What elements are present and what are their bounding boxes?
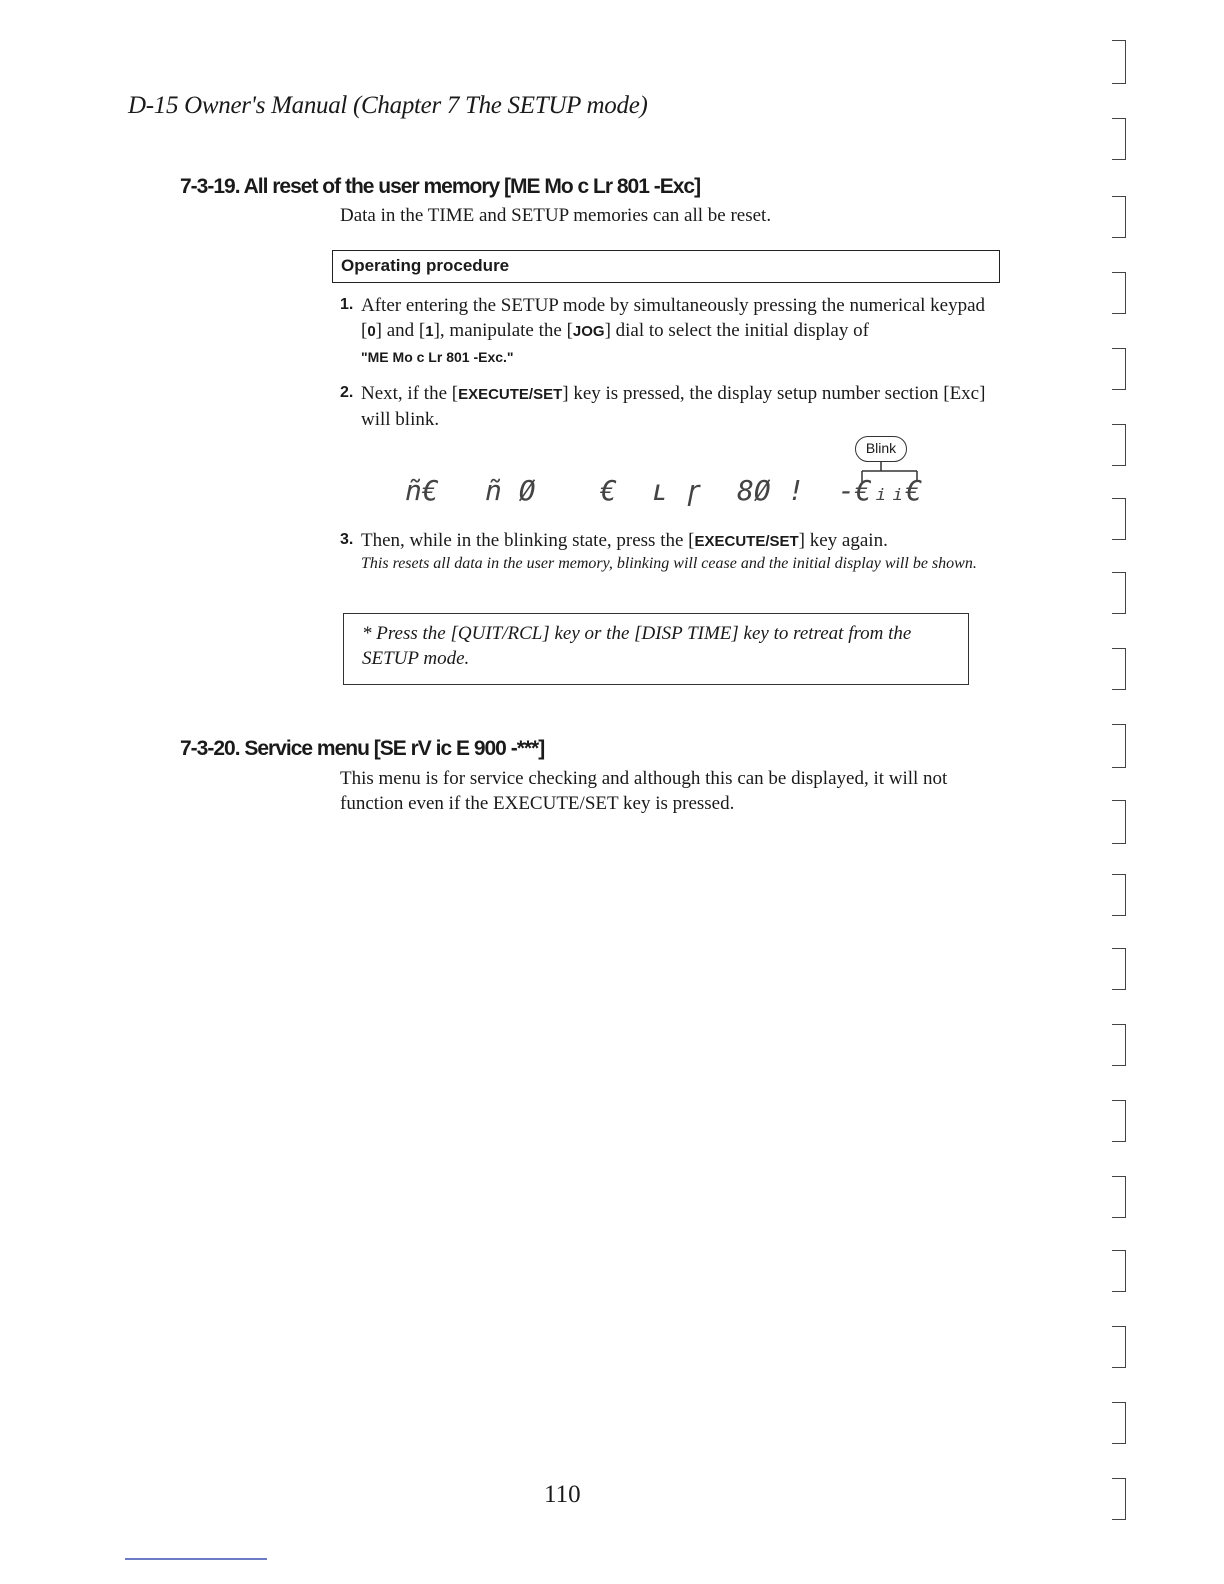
display-segment: 8Ø ! (737, 474, 805, 507)
section2-body: This menu is for service checking and although this can be displayed, it will not function even if the EXECUTE/SET key is pressed. (340, 768, 948, 814)
section-heading-7-3-20: 7-3-20. Service menu [SE rV ic E 900 -***] (180, 737, 545, 760)
key-0: 0 (367, 323, 376, 340)
step-text: Then, while in the blinking state, press the [EXECUTE/SET] key again. (361, 530, 888, 551)
binder-tab (1112, 1176, 1126, 1218)
bottom-rule (125, 1558, 267, 1560)
step-number: 1. (340, 296, 354, 313)
blink-badge: Blink (855, 436, 907, 462)
tip-text: * Press the [QUIT/RCL] key or the [DISP TIME] key to retreat from the SETUP mode. (362, 623, 912, 669)
procedure-title: Operating procedure (341, 256, 510, 275)
display-quote: "ME Mo c Lr 801 -Exc." (361, 349, 514, 365)
binder-tab (1112, 1100, 1126, 1142)
binder-tab (1112, 272, 1126, 314)
key-1: 1 (425, 323, 434, 340)
binder-tab (1112, 800, 1126, 844)
step-2 (340, 381, 1004, 431)
binder-tab (1112, 1478, 1126, 1520)
display-segment: ñ€ (405, 474, 439, 507)
step-text: After entering the SETUP mode by simultaneously pressing the numerical keypad [0] and [1], manipulate the [JOG] dial to select the initial display of "ME Mo c Lr 801 -Exc." (361, 295, 986, 365)
step-number: 3. (340, 531, 354, 548)
execute-set-key: EXECUTE/SET (458, 386, 563, 403)
jog-key: JOG (572, 323, 605, 340)
binder-tab (1112, 572, 1126, 614)
execute-set-key: EXECUTE/SET (694, 533, 799, 550)
binder-tab (1112, 498, 1126, 540)
binder-tab (1112, 40, 1126, 84)
binder-tab (1112, 948, 1126, 990)
step-1 (340, 293, 1004, 368)
display-segment: ñ Ø (485, 474, 536, 507)
section-intro: Data in the TIME and SETUP memories can all be reset. (340, 205, 772, 226)
step-number: 2. (340, 384, 354, 401)
display-segment: € (600, 474, 617, 507)
binder-tab (1112, 196, 1126, 238)
binder-tab (1112, 424, 1126, 466)
display-segment-blinking: -€ᵢᵢ€ (838, 474, 923, 507)
display-segment: ʟ ɼ (652, 474, 703, 507)
section-heading-7-3-19: 7-3-19. All reset of the user memory [ME Mo c Lr 801 -Exc] (180, 175, 701, 198)
step-text: Next, if the [EXECUTE/SET] key is pressed, the display setup number section [Exc] will blink. (361, 383, 986, 430)
page-header: D-15 Owner's Manual (Chapter 7 The SETUP mode) (128, 92, 648, 119)
binder-tab (1112, 1326, 1126, 1368)
binder-tab (1112, 1250, 1126, 1292)
step-3 (340, 528, 1004, 598)
step-note: This resets all data in the user memory, blinking will cease and the initial display will be shown. (361, 555, 977, 572)
binder-tab (1112, 1402, 1126, 1444)
page-number: 110 (544, 1481, 581, 1508)
binder-tab (1112, 1024, 1126, 1066)
binder-tab (1112, 348, 1126, 390)
binder-tab (1112, 648, 1126, 690)
binder-tab (1112, 118, 1126, 160)
binder-tab (1112, 874, 1126, 916)
binder-tab (1112, 724, 1126, 768)
